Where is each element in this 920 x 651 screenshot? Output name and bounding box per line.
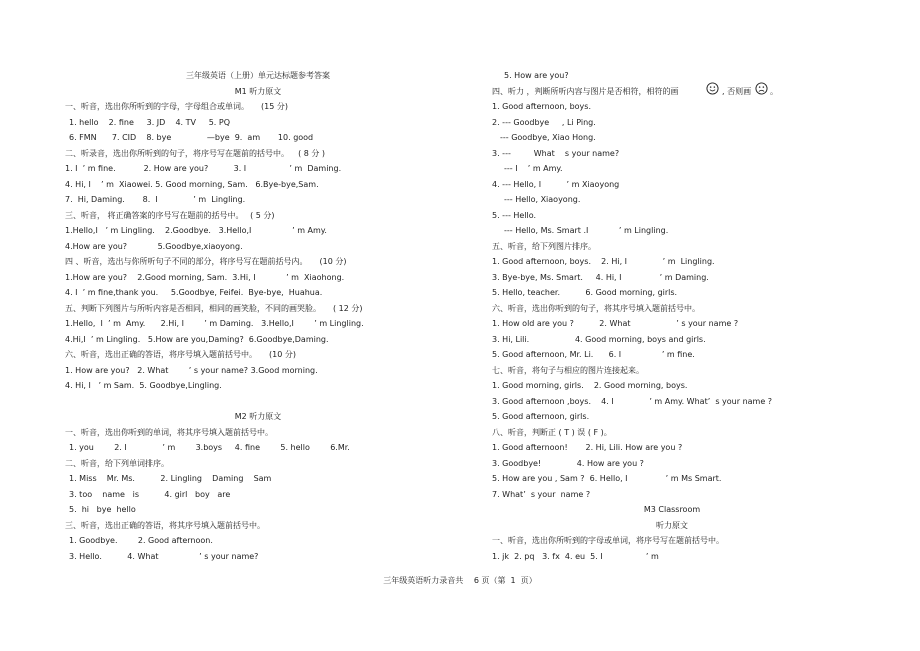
right-line: 3. --- What s your name?	[492, 149, 620, 158]
m1-line: 4. Hi, I ’ m Xiaowei. 5. Good morning, Sam. 6.Bye-bye,Sam.	[65, 180, 319, 189]
document-title: 三年级英语（上册）单元达标题参考答案	[186, 71, 330, 80]
right-line: 3. Bye-bye, Ms. Smart. 4. Hi, I ’ m Daming.	[492, 273, 709, 282]
m1-line: 六、听音，选出正确的答语，将序号填入题前括号中。 (10 分)	[65, 350, 296, 359]
right-line: 1. Good afternoon! 2. Hi, Lili. How are you ?	[492, 443, 683, 452]
m2-line: 1. Miss Mr. Ms. 2. Lingling Daming Sam	[69, 474, 272, 483]
right-line: 7. What’ s your name ?	[492, 490, 591, 499]
m1-line: 1.Hello, I ’ m Amy. 2.Hi, I ’ m Daming. 3.Hello,I ’ m Lingling.	[65, 319, 364, 328]
right-section-heading: 四、听力 ，判断所听内容与图片是否相符，相符的画	[492, 87, 679, 96]
m1-line: 1.How are you? 2.Good morning, Sam. 3.Hi, I ’ m Xiaohong.	[65, 273, 345, 282]
right-section-heading: 八、听音，判断正 ( T ) 误 ( F )。	[492, 428, 612, 437]
right-line: 5. How are you , Sam ? 6. Hello, I ’ m Ms Smart.	[492, 474, 722, 483]
m2-line: 3. too name is 4. girl boy are	[69, 490, 231, 499]
right-line: 2. --- Goodbye , Li Ping.	[492, 118, 596, 127]
m2-line: 1. you 2. I ’ m 3.boys 4. fine 5. hello 6.Mr.	[69, 443, 350, 452]
m1-line: 1.Hello,I ’ m Lingling. 2.Goodbye. 3.Hello,I ’ m Amy.	[65, 226, 327, 235]
right-line: 3. Goodbye! 4. How are you ?	[492, 459, 644, 468]
m1-line: 7. Hi, Daming. 8. I ’ m Lingling.	[65, 195, 246, 204]
m3-heading: M3 Classroom	[643, 505, 701, 514]
m2-line: 1. Goodbye. 2. Good afternoon.	[69, 536, 213, 545]
m3-subheading: 听力原文	[656, 521, 688, 530]
right-line: 5. Hello, teacher. 6. Good morning, girls.	[492, 288, 678, 297]
m2-line: 5. hi bye hello	[69, 505, 136, 514]
m2-line: 二、听音，给下列单词排序。	[65, 459, 169, 468]
m2-line: 一、听音，选出你听到的单词，将其序号填入题前括号中。	[65, 428, 273, 437]
right-line: 5. Good afternoon, girls.	[492, 412, 590, 421]
m1-line: 1. I ’ m fine. 2. How are you? 3. I ’ m Daming.	[65, 164, 342, 173]
right-line: 3. Good afternoon ,boys. 4. I ’ m Amy. What’ s your name ?	[492, 397, 773, 406]
m1-line: 4.Hi,I ’ m Lingling. 5.How are you,Daming? 6.Goodbye,Daming.	[65, 335, 329, 344]
right-line: --- Hello, Ms. Smart .I ’ m Lingling.	[504, 226, 669, 235]
m2-heading: M2 听力原文	[234, 412, 282, 421]
right-line: --- I ’ m Amy.	[504, 164, 563, 173]
m1-line: 4.How are you? 5.Goodbye,xiaoyong.	[65, 242, 243, 251]
m1-line: 四 、听音，选出与你所听句子不同的部分，将序号写在题前括号内。 (10 分)	[65, 257, 347, 266]
right-section-heading: 七、听音，将句子与相应的图片连接起来。	[492, 366, 644, 375]
right-line: 3. Hi, Lili. 4. Good morning, boys and girls.	[492, 335, 706, 344]
right-line: 5. --- Hello.	[492, 211, 537, 220]
smile-suffix: , 否则画	[722, 87, 752, 96]
m3-line: 一、听音，选出你所听到的字母或单词，将序号写在题前括号中。	[492, 536, 724, 545]
m1-line: 一、听音，选出你所听到的字母，字母组合或单词。 (15 分)	[65, 102, 288, 111]
m1-heading: M1 听力原文	[234, 87, 282, 96]
period-mark: 。	[770, 87, 778, 96]
m1-line: 三、听音， 将正确答案的序号写在题前的括号中。 ( 5 分)	[65, 211, 275, 220]
m1-line: 4. I ’ m fine,thank you. 5.Goodbye, Feifei. Bye-bye, Huahua.	[65, 288, 323, 297]
right-line: 4. --- Hello, I ’ m Xiaoyong	[492, 180, 620, 189]
m1-line: 1. hello 2. fine 3. JD 4. TV 5. PQ	[69, 118, 231, 127]
right-section-heading: 六、听音，选出你听到的句子，将其序号填入题前括号中。	[492, 304, 700, 313]
right-line: --- Hello, Xiaoyong.	[504, 195, 581, 204]
right-line: 1. Good afternoon, boys. 2. Hi, I ’ m Lingling.	[492, 257, 715, 266]
m1-line: 6. FMN 7. CID 8. bye —bye 9. am 10. good	[69, 133, 314, 142]
right-line: 5. Good afternoon, Mr. Li. 6. I ’ m fine.	[492, 350, 695, 359]
m1-line: 二、听录音，选出你所听到的句子，将序号写在题前的括号中。 ( 8 分 )	[65, 149, 326, 158]
right-line: 1. Good morning, girls. 2. Good morning, boys.	[492, 381, 688, 390]
right-line: 1. Good afternoon, boys.	[492, 102, 592, 111]
right-section-heading: 五、听音，给下列图片排序。	[492, 242, 596, 251]
right-line: 1. How old are you ? 2. What ’ s your name ?	[492, 319, 739, 328]
sad-face-icon	[755, 82, 768, 95]
right-line: 5. How are you?	[504, 71, 569, 80]
right-line: --- Goodbye, Xiao Hong.	[500, 133, 596, 142]
m2-line: 三、听音，选出正确的答语，将其序号填入题前括号中。	[65, 521, 265, 530]
m1-line: 1. How are you? 2. What ’ s your name? 3.Good morning.	[65, 366, 318, 375]
m3-line: 1. jk 2. pq 3. fx 4. eu 5. I ’ m	[492, 552, 659, 561]
m2-line: 3. Hello. 4. What ’ s your name?	[69, 552, 259, 561]
page-footer: 三年级英语听力录音共 6 页（第 1 页）	[383, 576, 537, 585]
m1-line: 五、判断下列图片与所听内容是否相同，相同的画笑脸，不同的画哭脸。 ( 12 分)	[65, 304, 363, 313]
m1-line: 4. Hi, I ’ m Sam. 5. Goodbye,Lingling.	[65, 381, 222, 390]
smiley-face-icon	[706, 82, 719, 95]
